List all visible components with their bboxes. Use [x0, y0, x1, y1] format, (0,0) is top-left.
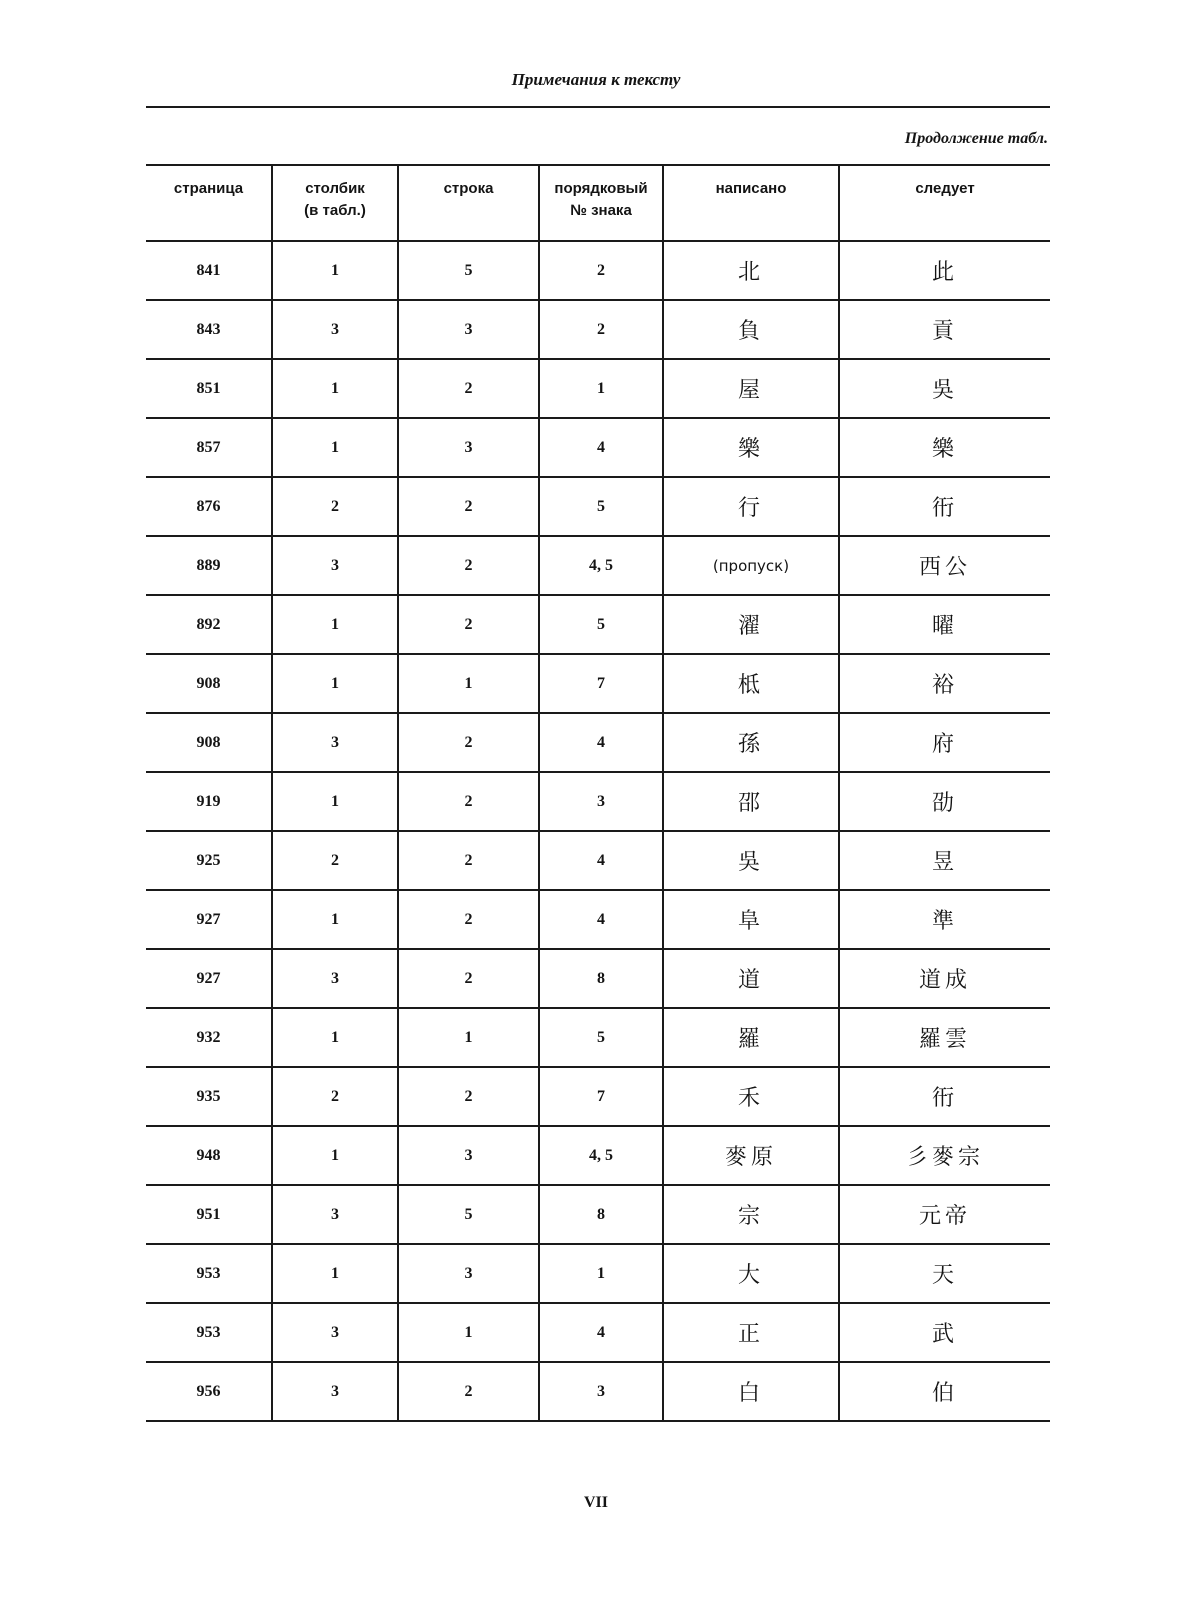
cell-line: 2 [398, 890, 539, 949]
cell-column: 1 [272, 418, 398, 477]
header-written: написано [663, 165, 839, 241]
cell-page: 892 [146, 595, 272, 654]
header-column: столбик (в табл.) [272, 165, 398, 241]
cell-page: 908 [146, 654, 272, 713]
cell-char-number: 7 [539, 1067, 663, 1126]
cell-column: 2 [272, 477, 398, 536]
cell-should-be: 武 [839, 1303, 1050, 1362]
cell-char-number: 8 [539, 1185, 663, 1244]
header-char-number: порядковый № знака [539, 165, 663, 241]
cell-char-number: 1 [539, 359, 663, 418]
table-row [146, 595, 1050, 654]
cell-column: 1 [272, 1244, 398, 1303]
table-row [146, 949, 1050, 1008]
cell-column: 3 [272, 300, 398, 359]
cell-char-number: 5 [539, 477, 663, 536]
cell-page: 851 [146, 359, 272, 418]
table-row [146, 713, 1050, 772]
cell-page: 932 [146, 1008, 272, 1067]
cell-page: 889 [146, 536, 272, 595]
cell-line: 2 [398, 949, 539, 1008]
cell-page: 857 [146, 418, 272, 477]
cell-char-number: 2 [539, 241, 663, 300]
table-row [146, 831, 1050, 890]
cell-char-number: 4 [539, 890, 663, 949]
table-continuation-label: Продолжение табл. [904, 130, 1048, 147]
cell-column: 2 [272, 1067, 398, 1126]
cell-written: 道 [663, 949, 839, 1008]
cell-should-be: 裕 [839, 654, 1050, 713]
cell-char-number: 4 [539, 713, 663, 772]
cell-written: 大 [663, 1244, 839, 1303]
errata-table [146, 164, 1050, 1422]
cell-should-be: 伯 [839, 1362, 1050, 1421]
table-row [146, 890, 1050, 949]
cell-column: 3 [272, 949, 398, 1008]
cell-char-number: 1 [539, 1244, 663, 1303]
table-row [146, 241, 1050, 300]
cell-written: 孫 [663, 713, 839, 772]
cell-page: 935 [146, 1067, 272, 1126]
cell-line: 1 [398, 654, 539, 713]
table-row [146, 536, 1050, 595]
cell-line: 3 [398, 1126, 539, 1185]
cell-written: 吳 [663, 831, 839, 890]
cell-should-be: 樂 [839, 418, 1050, 477]
cell-should-be: 劭 [839, 772, 1050, 831]
cell-char-number: 7 [539, 654, 663, 713]
header-page: страница [146, 165, 272, 241]
cell-written: 負 [663, 300, 839, 359]
cell-column: 1 [272, 890, 398, 949]
table-row [146, 1185, 1050, 1244]
cell-char-number: 4, 5 [539, 1126, 663, 1185]
cell-should-be: 衎 [839, 1067, 1050, 1126]
table-row [146, 1008, 1050, 1067]
cell-should-be: 羅雲 [839, 1008, 1050, 1067]
cell-line: 2 [398, 536, 539, 595]
table-row [146, 1303, 1050, 1362]
cell-char-number: 5 [539, 595, 663, 654]
table-row [146, 1067, 1050, 1126]
cell-line: 2 [398, 1362, 539, 1421]
cell-page: 951 [146, 1185, 272, 1244]
table-row [146, 1244, 1050, 1303]
cell-should-be: 準 [839, 890, 1050, 949]
cell-line: 2 [398, 359, 539, 418]
cell-line: 1 [398, 1008, 539, 1067]
header-rule [146, 106, 1050, 108]
cell-written: 邵 [663, 772, 839, 831]
page-number: VII [583, 1494, 608, 1511]
cell-page: 843 [146, 300, 272, 359]
cell-should-be: 貢 [839, 300, 1050, 359]
cell-written: 阜 [663, 890, 839, 949]
cell-written: 宗 [663, 1185, 839, 1244]
cell-should-be: 此 [839, 241, 1050, 300]
cell-column: 3 [272, 1362, 398, 1421]
running-header: Примечания к тексту [511, 70, 681, 89]
cell-char-number: 3 [539, 772, 663, 831]
cell-char-number: 4 [539, 418, 663, 477]
cell-column: 1 [272, 654, 398, 713]
cell-column: 1 [272, 1008, 398, 1067]
cell-char-number: 8 [539, 949, 663, 1008]
cell-should-be: 曜 [839, 595, 1050, 654]
cell-written: (пропуск) [663, 536, 839, 595]
cell-char-number: 4, 5 [539, 536, 663, 595]
cell-char-number: 4 [539, 831, 663, 890]
cell-char-number: 3 [539, 1362, 663, 1421]
cell-written: 屋 [663, 359, 839, 418]
cell-line: 2 [398, 595, 539, 654]
cell-column: 1 [272, 241, 398, 300]
cell-page: 956 [196, 1382, 221, 1400]
cell-should-be: 昱 [839, 831, 1050, 890]
cell-should-be: 天 [839, 1244, 1050, 1303]
cell-line: 3 [398, 418, 539, 477]
cell-page: 876 [146, 477, 272, 536]
cell-line: 2 [398, 713, 539, 772]
cell-written: 羅 [663, 1008, 839, 1067]
cell-page: 948 [146, 1126, 272, 1185]
cell-written: 禾 [663, 1067, 839, 1126]
cell-line: 1 [398, 1303, 539, 1362]
cell-line: 3 [398, 300, 539, 359]
cell-column: 1 [272, 595, 398, 654]
cell-written: 柢 [663, 654, 839, 713]
cell-written: 正 [663, 1303, 839, 1362]
cell-page: 927 [146, 890, 272, 949]
cell-column: 3 [272, 713, 398, 772]
cell-line: 2 [398, 1067, 539, 1126]
cell-page: 908 [146, 713, 272, 772]
table-header-row [146, 165, 1050, 241]
cell-written: 北 [663, 241, 839, 300]
cell-should-be: 府 [839, 713, 1050, 772]
cell-line: 2 [398, 477, 539, 536]
table-row [146, 772, 1050, 831]
cell-column: 3 [272, 1185, 398, 1244]
cell-char-number: 5 [539, 1008, 663, 1067]
cell-page: 925 [146, 831, 272, 890]
cell-column: 1 [272, 1126, 398, 1185]
cell-column: 3 [272, 536, 398, 595]
cell-line: 3 [398, 1244, 539, 1303]
header-line: строка [398, 165, 539, 241]
cell-char-number: 4 [539, 1303, 663, 1362]
cell-page: 841 [146, 241, 272, 300]
cell-written: 麥原 [663, 1126, 839, 1185]
cell-column: 3 [272, 1303, 398, 1362]
cell-should-be: 彡麥宗 [839, 1126, 1050, 1185]
cell-column: 1 [272, 772, 398, 831]
cell-written: 行 [663, 477, 839, 536]
table-row [146, 1362, 1050, 1421]
cell-should-be: 西公 [839, 536, 1050, 595]
cell-should-be: 衎 [839, 477, 1050, 536]
cell-page: 953 [146, 1244, 272, 1303]
header-should-be: следует [839, 165, 1050, 241]
cell-page: 919 [146, 772, 272, 831]
cell-line: 5 [398, 241, 539, 300]
cell-written: 樂 [663, 418, 839, 477]
cell-line: 2 [398, 772, 539, 831]
cell-line: 5 [398, 1185, 539, 1244]
cell-char-number: 2 [539, 300, 663, 359]
cell-should-be: 道成 [839, 949, 1050, 1008]
cell-page: 953 [146, 1303, 272, 1362]
table-row [146, 1126, 1050, 1185]
table-row [146, 359, 1050, 418]
cell-should-be: 吳 [839, 359, 1050, 418]
cell-written: 濯 [663, 595, 839, 654]
cell-written: 白 [663, 1362, 839, 1421]
cell-line: 2 [398, 831, 539, 890]
table-row [146, 300, 1050, 359]
cell-column: 1 [272, 359, 398, 418]
table-row [146, 654, 1050, 713]
cell-should-be: 元帝 [839, 1185, 1050, 1244]
cell-page: 927 [146, 949, 272, 1008]
cell-column: 2 [272, 831, 398, 890]
table-row [146, 418, 1050, 477]
table-row [146, 477, 1050, 536]
